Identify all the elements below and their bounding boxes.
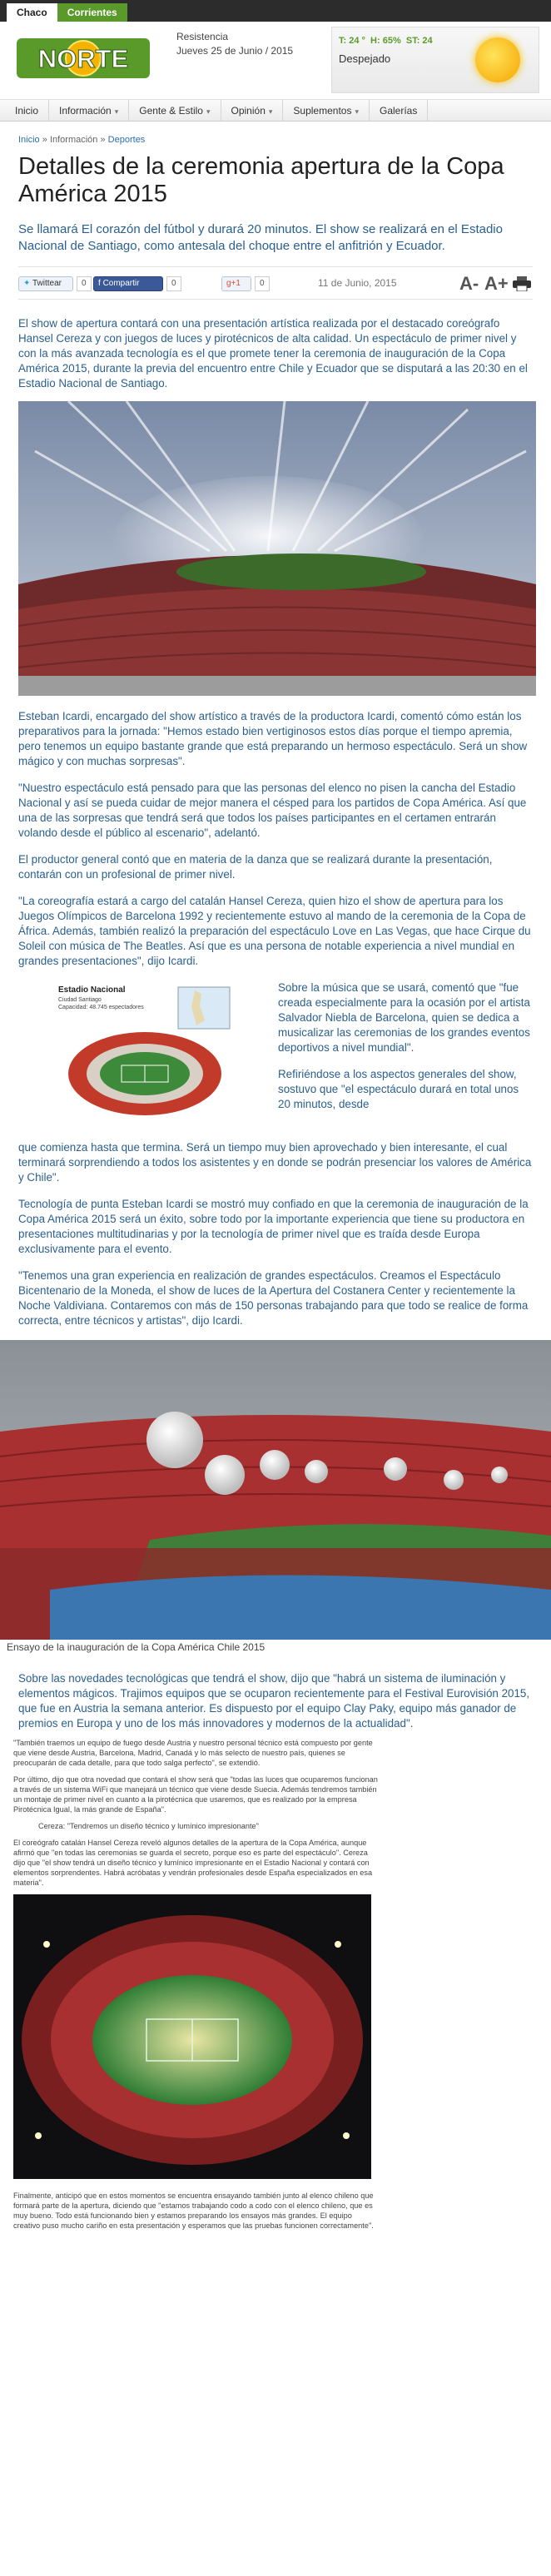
stadium-night-photo — [13, 1894, 371, 2179]
photo-caption: Ensayo de la inauguración de la Copa América Chile 2015 — [7, 1641, 266, 1653]
svg-text:NORTE: NORTE — [37, 44, 129, 73]
stadium-lights-photo — [18, 401, 536, 696]
edition-info — [176, 30, 293, 58]
paragraph-4: El productor general contó que en materia de la danza que se realizará durante la presentación, contarán con un profesional de primer nivel. — [18, 853, 493, 881]
chevron-down-icon: ▾ — [355, 107, 359, 116]
nav-inicio[interactable]: Inicio — [5, 100, 49, 122]
nav-galerias[interactable]: Galerías — [370, 100, 428, 122]
paragraph-6: Sobre la música que se usará, comentó que "fue creada especialmente para la ocasión por el artista Salvador Niebla de Barcelona, quien se dedica a musicalizar las ceremonias de los grandes eventos deportivos a nivel mundial". — [278, 981, 530, 1054]
paragraph-8: Tecnología de punta Esteban Icardi se mostró muy confiado en que la ceremonia de inauguración de la Copa América 2015 será un éxito, sobre todo por la importante experiencia que tiene su productora en presentaciones multitudinarias y por la tecnología de primer nivel que es traída desde Europa exclusivamente para el evento. — [18, 1198, 529, 1255]
svg-text:Ciudad Santiago: Ciudad Santiago — [58, 997, 102, 1003]
breadcrumb-section[interactable]: Información — [49, 135, 98, 145]
tab-chaco[interactable]: Chaco — [7, 3, 57, 22]
page-title: Detalles de la ceremonia apertura de la Copa América 2015 — [18, 153, 504, 207]
breadcrumb: Inicio » Información » Deportes — [18, 135, 146, 145]
paragraph-1: El show de apertura contará con una presentación artística realizada por el destacado coreógrafo Hansel Cereza y con juegos de luces y pirotécnicos de alta calidad. Un espectáculo de primer nivel y con la más avanzada tecnología es el que promete tener la ceremonia de inauguración de la Copa América 2015, durante la previa del encuentro entre Chile y Ecuador que se disputará a las 20:30 en el Estadio Nacional de Santiago. — [18, 317, 528, 390]
chevron-down-icon: ▾ — [268, 107, 273, 116]
share-bar — [18, 266, 533, 300]
weather-st: ST: 24 — [405, 36, 433, 46]
twitter-icon: ✦ — [23, 279, 31, 288]
tab-corrientes[interactable]: Corrientes — [57, 3, 127, 22]
edition-date: Jueves 25 de Junio / 2015 — [176, 45, 294, 57]
svg-text:Estadio Nacional: Estadio Nacional — [58, 985, 126, 995]
paragraph-7a: Refiriéndose a los aspectos generales del show, sostuvo que "el espectáculo durará en total unos 20 minutos, desde — [278, 1068, 519, 1110]
news-clipping — [13, 1738, 380, 2231]
edition-city: Resistencia — [176, 31, 229, 42]
twitter-count: 0 — [77, 276, 92, 291]
sun-icon — [475, 37, 520, 82]
weather-widget — [331, 27, 539, 93]
clipping-paragraph-4: Finalmente, anticipó que en estos momentos se encuentra ensayando también junto al elenco chileno que formará parte de la apertura, diciendo que "estamos trabajando codo a codo con el elenco chileno, que es muy bueno. Todo está funcionando bien y estamos preparando los ensayos más grandes. El equipo creativo puso mucho cariño en esta presentación y esperamos que las pruebas funcionen correctamente". — [13, 2191, 374, 2230]
weather-temp: T: 24 ° — [339, 36, 365, 46]
paragraph-10: Sobre las novedades tecnológicas que tendrá el show, dijo que "habrá un sistema de iluminación y elementos mágicos. Trajimos equipos que se ocuparon recientemente para el Festival Eurovisión 2015, que fue en Austria la semana anterior. Es dispuesto por el equipo Clay Paky, equipo más ganador de premios en Europa y uno de los más innovadores y modernos de la actualidad". — [18, 1672, 530, 1730]
stadium-infographic — [53, 982, 241, 1124]
paragraph-9: "Tenemos una gran experiencia en realización de grandes espectáculos. Creamos el Espectáculo Bicentenario de la Moneda, el show de luces de la Apertura del Costanera Center y recientemente la Noche Valdiviana. Contaremos con más de 150 personas trabajando para que todo se realice de forma correcta, entre técnicos y artistas", dijo Icardi. — [18, 1269, 529, 1327]
nav-suplementos[interactable]: Suplementos ▾ — [283, 100, 370, 122]
nav-opinion[interactable]: Opinión ▾ — [221, 100, 284, 122]
rehearsal-photo — [0, 1340, 551, 1640]
facebook-count: 0 — [166, 276, 181, 291]
paragraph-5: "La coreografía estará a cargo del catalán Hansel Cereza, quien hizo el show de apertura para los Juegos Olímpicos de Barcelona 1992 y recientemente estuvo al mando de la ceremonia de la Copa de África. Además, también realizó la preparación del espectáculo Love en Las Vegas, que hace Cirque du Soleil con música de The Beatles. Así que es una persona de notable experiencia a nivel mundial en grandes presentaciones", dijo Icardi. — [18, 895, 531, 967]
clipping-paragraph-2: Por último, dijo que otra novedad que contará el show será que "todas las luces que ocuparemos funcionan a través de un sistema WiFi que manejará un técnico que viene desde Suecia. Además tendremos también un montaje de primer nivel en cuanto a la pirotécnica que usaremos, que es realizado por la empresa Pirotécnica Igual, la más grande de España". — [13, 1775, 378, 1814]
breadcrumb-home[interactable]: Inicio — [18, 135, 40, 145]
weather-humidity: H: 65% — [370, 36, 401, 46]
weather-state: Despejado — [339, 52, 391, 65]
clipping-paragraph-1: "También traemos un equipo de fuego desde Austria y nuestro personal técnico está compuesto por gente que viene desde Austria, Barcelona, Madrid, Canadá y lo más selecto de nuestro país, quienes se preocuparán de cada detalle, para que todo salga perfecto", se extendió. — [13, 1739, 373, 1767]
article — [0, 135, 551, 2231]
article-lead: Se llamará El corazón del fútbol y durará 20 minutos. El show se realizará en el Estadio Nacional de Santiago, como antesala del choque entre el anfitrión y Ecuador. — [18, 222, 503, 253]
breadcrumb-current[interactable]: Deportes — [107, 135, 146, 145]
facebook-icon: f — [98, 279, 101, 288]
paragraph-2: Esteban Icardi, encargado del show artístico a través de la productora Icardi, comentó cómo están los preparativos para la jornada: "Hemos estado bien vertiginosos estos días porque el tiempo apremia, pero tenemos un equipo bastante grande que está preparando un hermoso espectáculo. Será un show mágico y con muchas sorpresas". — [18, 710, 528, 767]
nav-informacion[interactable]: Información ▾ — [49, 100, 129, 122]
site-header — [0, 22, 551, 100]
chevron-down-icon: ▾ — [114, 107, 119, 116]
site-logo[interactable] — [17, 33, 150, 83]
paragraph-7b: que comienza hasta que termina. Será un tiempo muy bien aprovechado y bien interesante, el cual terminará sorprendiendo a todos los asistentes y en donde se podrán presenciar los valores de América y Chile". — [18, 1141, 532, 1184]
paragraph-3: "Nuestro espectáculo está pensado para que las personas del elenco no pisen la cancha del Estadio Nacional y así se pueda cuidar de mejor manera el césped para los partidos de Copa América. Así que una de las sorpresas que tendrá será que todos los países participantes en el certamen entrarán volando desde el público al escenario", adelantó. — [18, 782, 527, 839]
gplus-count: 0 — [255, 276, 270, 291]
facebook-share-button[interactable]: f Compartir — [93, 276, 163, 291]
city-tabs — [0, 0, 551, 22]
article-date: 11 de Junio, 2015 — [318, 277, 397, 289]
chevron-down-icon: ▾ — [206, 107, 211, 116]
side-text — [278, 980, 533, 1112]
gplus-button[interactable]: g+1 — [221, 276, 251, 291]
font-bigger-button[interactable]: A+ — [484, 273, 509, 294]
clipping-paragraph-3: El coreógrafo catalán Hansel Cereza reveló algunos detalles de la apertura de la Copa América, aunque afirmó que "en todas las ceremonias se guarda el secreto, porque eso es parte del espectáculo". Cereza dijo que "el show tendrá un diseño técnico y lumínico impresionante en el Estadio Nacional y contará con elementos sorprendentes. Habrá acróbatas y vendrán profesionales desde España especializados en esa materia". — [13, 1839, 373, 1887]
svg-text:Capacidad: 48.745 espectadores: Capacidad: 48.745 espectadores — [58, 1005, 144, 1010]
main-nav — [0, 100, 551, 122]
font-smaller-button[interactable]: A- — [459, 273, 479, 294]
nav-gente-estilo[interactable]: Gente & Estilo ▾ — [129, 100, 221, 122]
print-icon[interactable] — [513, 276, 531, 291]
clipping-subheading: Cereza: "Tendremos un diseño técnico y lumínico impresionante" — [38, 1822, 259, 1830]
twitter-button[interactable]: ✦ Twittear — [18, 276, 73, 291]
